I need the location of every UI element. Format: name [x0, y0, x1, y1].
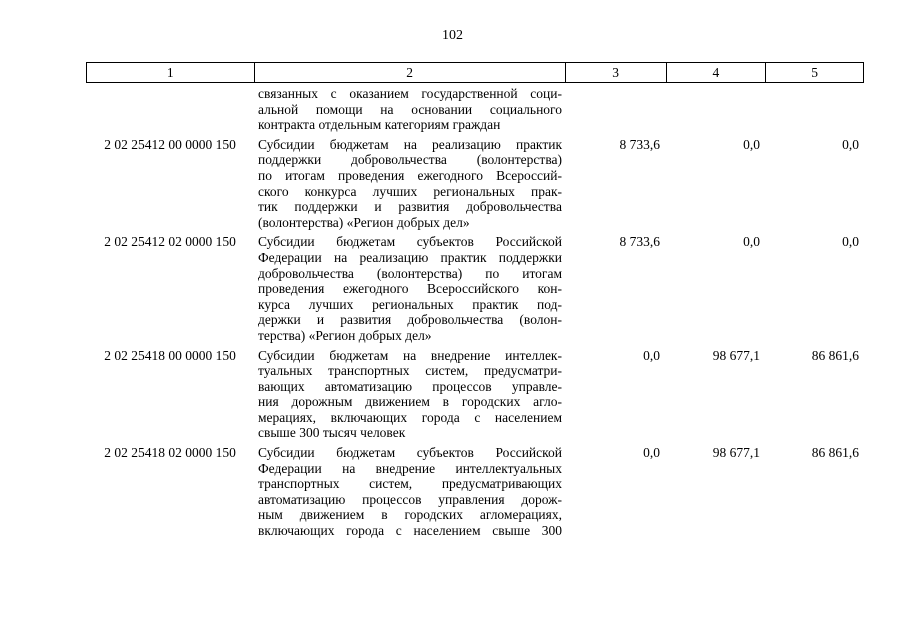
value-cell-5: 86 861,6: [811, 445, 859, 461]
table-row-continuation: [86, 86, 864, 133]
value-cell-5: 86 861,6: [811, 347, 859, 363]
name-line: ния дорожным движением в городских агло-: [258, 394, 562, 410]
value-cell-3: 0,0: [643, 445, 660, 461]
name-line: вающих автоматизацию процессов управле-: [258, 378, 562, 394]
name-cell: [258, 137, 562, 231]
name-line: (волонтерства) «Регион добрых дел»: [258, 214, 470, 230]
name-line: свыше 300 тысяч человек: [258, 425, 406, 441]
name-cell: [258, 348, 562, 442]
name-line: связанных с оказанием государственной соци-: [258, 86, 562, 101]
name-line: Субсидии бюджетам субъектов Российской: [258, 234, 562, 250]
name-line: Федерации на внедрение интеллектуальных: [258, 460, 562, 476]
name-line: транспортных систем, предусматривающих: [258, 476, 562, 492]
name-line: включающих города с населением свыше 300: [258, 523, 562, 539]
name-line: добровольчества (волонтерства) по итогам: [258, 265, 562, 281]
header-cell-1: 1: [87, 63, 255, 82]
name-line: Федерации на реализацию практик поддержки: [258, 249, 562, 265]
table-row: [86, 348, 864, 442]
table-body: [86, 86, 864, 543]
name-line: курса лучших региональных практик под-: [258, 296, 562, 312]
name-line: контракта отдельным категориям граждан: [258, 117, 501, 133]
name-line: тик поддержки и развития добровольчества: [258, 199, 562, 215]
code-cell: 2 02 25418 02 0000 150: [104, 445, 236, 461]
name-line: Субсидии бюджетам на реализацию практик: [258, 136, 562, 152]
name-line: Субсидии бюджетам на внедрение интеллек-: [258, 347, 562, 363]
header-cell-4: 4: [667, 63, 767, 82]
header-cell-5: 5: [811, 65, 818, 80]
value-cell-3: 0,0: [643, 347, 660, 363]
table-row: [86, 445, 864, 539]
value-cell-3: 8 733,6: [619, 136, 660, 152]
code-cell: 2 02 25412 00 0000 150: [104, 136, 236, 152]
table-header-row: [86, 62, 864, 83]
name-line: туальных транспортных систем, предусматри-: [258, 363, 562, 379]
name-line: проведения ежегодного Всероссийского кон-: [258, 281, 562, 297]
value-cell-5: 0,0: [842, 136, 859, 152]
name-cell: [258, 234, 562, 343]
value-cell-4: 0,0: [743, 234, 760, 250]
name-line: держки и развития добровольчества (волон-: [258, 312, 562, 328]
header-cell-3: 3: [566, 63, 667, 82]
table-row: [86, 234, 864, 343]
code-cell: [86, 86, 254, 133]
name-line: альной помощи на основании социального: [258, 101, 562, 117]
code-cell: 2 02 25412 02 0000 150: [104, 234, 236, 250]
name-line: терства) «Регион добрых дел»: [258, 327, 432, 343]
name-line: Субсидии бюджетам субъектов Российской: [258, 445, 562, 461]
value-cell-4: [667, 86, 767, 133]
name-line: ным движением в городских агломерациях,: [258, 507, 562, 523]
value-cell-3: 8 733,6: [619, 234, 660, 250]
name-line: ского конкурса лучших региональных прак-: [258, 183, 562, 199]
header-cell-2: 2: [255, 63, 566, 82]
name-line: автоматизацию процессов управления дорож-: [258, 491, 562, 507]
code-cell: 2 02 25418 00 0000 150: [104, 347, 236, 363]
value-cell-4: 98 677,1: [712, 445, 760, 461]
name-line: по итогам проведения ежегодного Всероссий-: [258, 167, 562, 183]
value-cell-3: [566, 86, 667, 133]
name-cell: [258, 445, 562, 539]
table-row: [86, 137, 864, 231]
value-cell-5: [767, 86, 864, 133]
value-cell-4: 0,0: [743, 136, 760, 152]
value-cell-5: 0,0: [842, 234, 859, 250]
name-line: поддержки добровольчества (волонтерства): [258, 152, 562, 168]
page-number: 102: [442, 28, 463, 43]
name-cell: [258, 86, 562, 133]
value-cell-4: 98 677,1: [712, 347, 760, 363]
name-line: мерациях, включающих города с населением: [258, 409, 562, 425]
